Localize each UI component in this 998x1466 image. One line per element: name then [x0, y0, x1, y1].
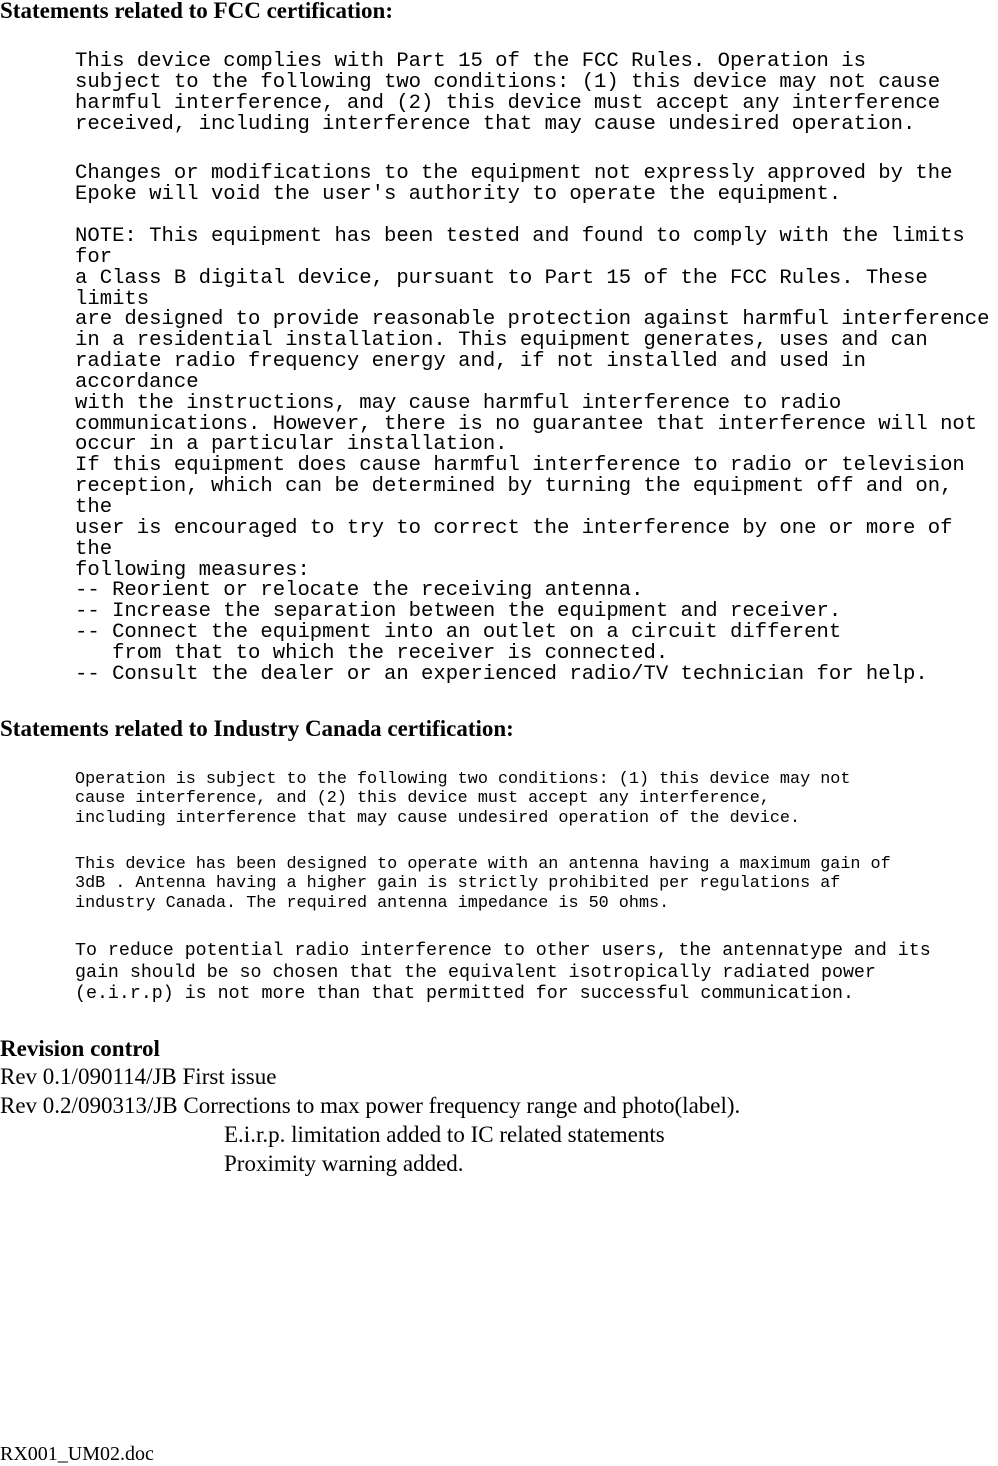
fcc-note-paragraph: NOTE: This equipment has been tested and found to comply with the limits for a Class B digital device, pursuant to Part 15 of the FCC Rules. These limits are designed to provide reasonable protection against harmful interference in a residential installation. This equipment generates, uses and can radiate radio frequency energy and, if not installed and used in accordance with the instructions, may cause harmful interference to radio communications. However, there is no guarantee that interference will not occur in a particular installation. If this equipment does cause harmful interference to radio or television reception, which can be determined by turning the equipment off and on, the user is encouraged to try to correct the interference by one or more of the following measures: -- Reorient or relocate the receiving antenna. -- Increase the separation between the equipment and receiver. -- Connect the equipment into an outlet on a circuit different from that to which the receiver is connected. -- Consult the dealer or an experienced radio/TV technician for help.: [75, 225, 990, 686]
revision-entry: Rev 0.2/090313/JB Corrections to max power frequency range and photo(label).: [0, 1093, 741, 1118]
ic-antenna-gain-paragraph: This device has been designed to operate with an antenna having a maximum gain of 3dB . Antenna having a higher gain is strictly prohibited per regulations af industry Canada. The required antenna impedance is 50 ohms.: [75, 855, 891, 913]
ic-eirp-paragraph: To reduce potential radio interference to other users, the antennatype and its gain should be so chosen that the equivalent isotropically radiated power (e.i.r.p) is not more than that permitted for successful communication.: [75, 941, 931, 1004]
ic-conditions-paragraph: Operation is subject to the following two conditions: (1) this device may not cause interference, and (2) this device must accept any interference, including interference that may cause undesired operation of the device.: [75, 770, 851, 828]
ic-heading: Statements related to Industry Canada certification:: [0, 716, 514, 741]
fcc-modifications-paragraph: Changes or modifications to the equipment not expressly approved by the Epoke will void the user's authority to operate the equipment.: [75, 162, 953, 206]
fcc-heading: Statements related to FCC certification:: [0, 0, 393, 23]
revision-entry-note: Proximity warning added.: [224, 1151, 464, 1176]
revision-entry: Rev 0.1/090114/JB First issue: [0, 1064, 277, 1089]
footer-filename: RX001_UM02.doc: [0, 1443, 154, 1465]
revision-heading: Revision control: [0, 1036, 160, 1061]
fcc-conditions-paragraph: This device complies with Part 15 of the FCC Rules. Operation is subject to the following two conditions: (1) this device may not cause harmful interference, and (2) this device must accept any interference received, including interference that may cause undesired operation.: [75, 50, 941, 136]
revision-entry-note: E.i.r.p. limitation added to IC related statements: [224, 1122, 665, 1147]
